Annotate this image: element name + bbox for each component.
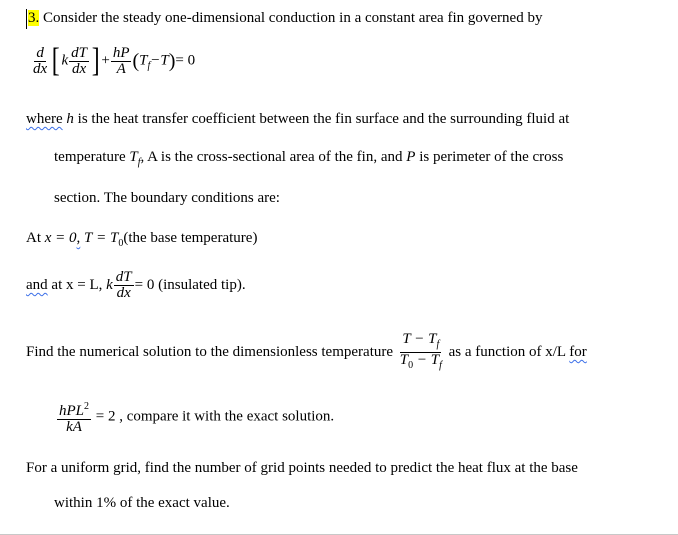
text-cursor <box>26 9 27 29</box>
parameter-line: $\frac{hPL^2}{kA}$ = 2 , compare it with the exact solution. <box>59 401 335 435</box>
problem-intro-line <box>28 9 542 27</box>
inner-derivative: $\frac{dT}{dx}$ <box>71 44 88 77</box>
boundary-condition-tip: and at x = L, k $\frac{dT}{dx}$ = 0 (insulated tip). <box>26 269 246 301</box>
problem-intro: Consider the steady one-dimensional conduction in a constant area fin governed by <box>43 10 543 26</box>
section-line: section. The boundary conditions are: <box>54 190 280 206</box>
grid-question-line: For a uniform grid, find the number of grid points needed to predict the heat flux at the base <box>26 460 578 476</box>
governing-equation: $\frac{d}{dx}$ [ k $\frac{dT}{dx}$ ] + $\frac{hP}{A}$ $(T_f-T)= 0$ <box>33 42 196 79</box>
where-line: where h is the heat transfer coefficient between the fin surface and the surrounding fluid at <box>26 111 570 127</box>
hp-over-a: $\frac{hP}{A}$ <box>112 44 130 77</box>
fin-parameter: $\frac{hPL^2}{kA}$ <box>59 401 90 435</box>
tip-derivative: $\frac{dT}{dx}$ <box>115 269 132 301</box>
outer-derivative: $\frac{d}{dx}$ <box>33 44 48 77</box>
conductivity-k: k <box>61 52 69 69</box>
temperature-line: temperature $T_f$, A is the cross-sectional area of the fin, and P is perimeter of the cross <box>54 149 564 168</box>
problem-number: 3. <box>28 10 40 26</box>
dimensionless-temperature: $\frac{T - T_f}{T_0 - T_f}$ <box>399 331 442 371</box>
find-solution-line: Find the numerical solution to the dimensionless temperature $\frac{T - T_f}{T_0 - T_f}$ as a function of x/L for <box>26 331 587 371</box>
boundary-condition-base: At x = 0, $T = T_0(the$ base temperature) <box>26 230 258 249</box>
grid-question-line-2: within 1% of the exact value. <box>54 495 230 511</box>
